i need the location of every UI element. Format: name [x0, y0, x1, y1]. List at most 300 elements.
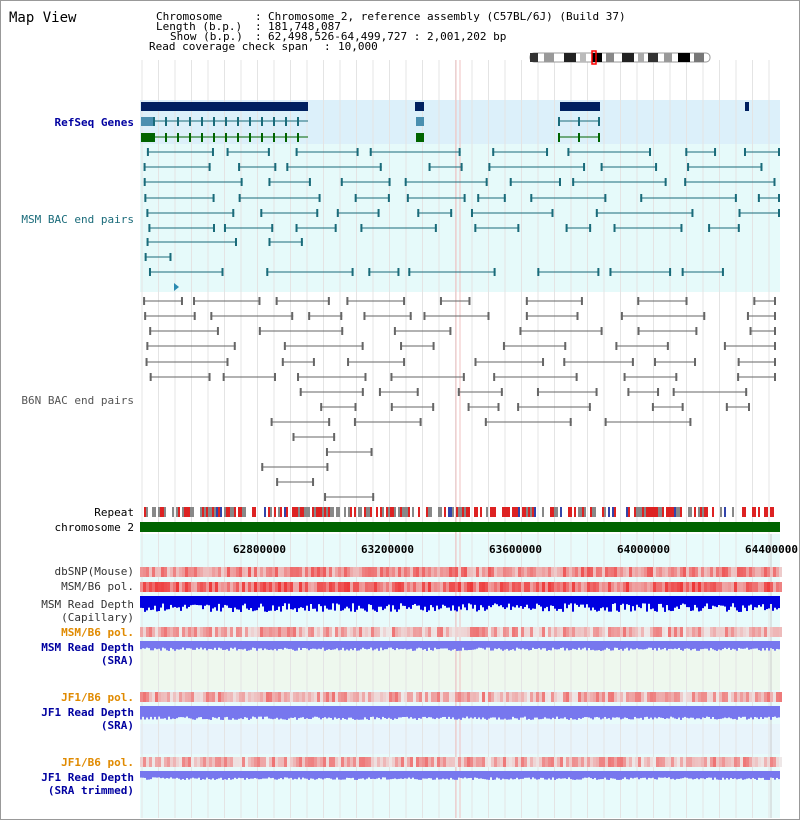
heat-cell	[410, 627, 413, 637]
depth-bar	[184, 641, 186, 650]
depth-bar	[346, 641, 348, 649]
depth-bar	[596, 641, 598, 650]
heat-cell	[182, 627, 185, 637]
depth-bar	[188, 771, 190, 780]
depth-bar	[668, 596, 670, 610]
depth-bar	[696, 771, 698, 778]
heat-cell	[404, 582, 407, 592]
depth-bar	[484, 596, 486, 611]
bac-end-marker	[632, 358, 634, 366]
bac-end-marker	[363, 312, 365, 320]
depth-bar	[468, 641, 470, 650]
depth-bar	[738, 641, 740, 648]
depth-bar	[206, 771, 208, 778]
heat-cell	[305, 567, 308, 577]
bac-end-marker	[615, 342, 617, 350]
chromosome-track	[140, 522, 780, 532]
depth-bar	[200, 771, 202, 780]
depth-bar	[440, 641, 442, 648]
depth-bar	[736, 596, 738, 610]
depth-bar	[180, 706, 182, 717]
heat-cell	[410, 567, 413, 577]
depth-bar	[590, 771, 592, 778]
heat-cell	[452, 567, 455, 577]
depth-bar	[376, 771, 378, 779]
repeat-feature	[524, 507, 526, 517]
bac-end-marker	[241, 178, 243, 186]
depth-bar	[578, 596, 580, 607]
depth-bar	[288, 596, 290, 604]
heat-cell	[326, 582, 329, 592]
repeat-feature	[458, 507, 460, 517]
heat-cell	[167, 627, 170, 637]
heat-cell	[659, 692, 662, 702]
depth-bar	[714, 771, 716, 778]
depth-bar	[256, 706, 258, 719]
depth-bar	[420, 596, 422, 610]
bac-end-marker	[640, 194, 642, 202]
depth-bar	[502, 771, 504, 779]
heat-cell	[590, 627, 593, 637]
bac-end-marker	[337, 209, 339, 217]
heat-cell	[674, 757, 677, 767]
depth-bar	[268, 706, 270, 718]
heat-cell	[644, 567, 647, 577]
depth-bar	[474, 641, 476, 649]
heat-cell	[383, 692, 386, 702]
heat-cell	[263, 757, 266, 767]
depth-bar	[724, 706, 726, 718]
depth-bar	[178, 641, 180, 650]
depth-bar	[270, 771, 272, 778]
bac-end-marker	[774, 373, 776, 381]
heat-cell	[740, 757, 743, 767]
heat-cell	[485, 582, 488, 592]
depth-bar	[274, 771, 276, 779]
bac-end-marker	[210, 312, 212, 320]
repeat-feature	[580, 507, 582, 517]
depth-bar	[504, 641, 506, 650]
depth-bar	[360, 771, 362, 779]
depth-bar	[308, 596, 310, 611]
heat-cell	[590, 582, 593, 592]
heat-cell	[347, 627, 350, 637]
depth-bar	[564, 771, 566, 778]
bac-end-marker	[744, 148, 746, 156]
heat-cell	[476, 757, 479, 767]
heat-cell	[716, 757, 719, 767]
heat-cell	[665, 692, 668, 702]
depth-bar	[308, 706, 310, 719]
depth-bar	[522, 706, 524, 718]
heat-cell	[620, 757, 623, 767]
depth-bar	[508, 641, 510, 651]
heat-cell	[542, 627, 545, 637]
repeat-feature	[300, 507, 302, 517]
repeat-feature	[244, 507, 246, 517]
depth-bar	[462, 771, 464, 778]
heat-cell	[464, 757, 467, 767]
heat-cell	[296, 757, 299, 767]
depth-bar	[598, 596, 600, 611]
repeat-feature	[578, 507, 580, 517]
depth-bar	[568, 706, 570, 720]
heat-cell	[149, 627, 152, 637]
depth-bar	[724, 641, 726, 648]
heat-cell	[230, 567, 233, 577]
depth-bar	[768, 771, 770, 780]
heat-cell	[329, 692, 332, 702]
depth-bar	[464, 706, 466, 718]
depth-bar	[642, 596, 644, 603]
repeat-feature	[154, 507, 156, 517]
heat-cell	[704, 567, 707, 577]
depth-bar	[586, 596, 588, 604]
repeat-feature	[530, 507, 532, 517]
repeat-feature	[388, 507, 390, 517]
bac-end-marker	[778, 148, 780, 156]
depth-bar	[364, 771, 366, 780]
bac-end-marker	[360, 224, 362, 232]
depth-bar	[416, 771, 418, 779]
bac-end-marker	[391, 403, 393, 411]
heat-cell	[653, 692, 656, 702]
heat-cell	[560, 627, 563, 637]
depth-bar	[468, 596, 470, 603]
heat-cell	[554, 567, 557, 577]
gene-exon	[285, 117, 287, 126]
heat-cell	[749, 582, 752, 592]
depth-bar	[716, 706, 718, 719]
heat-cell	[377, 692, 380, 702]
heat-cell	[440, 567, 443, 577]
repeat-feature	[176, 507, 178, 517]
heat-cell	[416, 627, 419, 637]
depth-bar	[726, 771, 728, 778]
depth-bar	[236, 641, 238, 650]
heat-cell	[704, 627, 707, 637]
heat-cell	[452, 757, 455, 767]
heat-cell	[371, 567, 374, 577]
heat-cell	[413, 567, 416, 577]
heat-cell	[455, 567, 458, 577]
depth-bar	[684, 596, 686, 604]
depth-bar	[766, 771, 768, 780]
depth-bar	[608, 641, 610, 649]
heat-cell	[560, 757, 563, 767]
depth-bar	[496, 641, 498, 649]
label-jf1-b6-pol-1: JF1/B6 pol.	[61, 691, 134, 704]
heat-cell	[635, 582, 638, 592]
depth-bar	[388, 771, 390, 779]
depth-bar	[734, 641, 736, 649]
heat-cell	[269, 567, 272, 577]
heat-cell	[206, 692, 209, 702]
repeat-feature	[296, 507, 298, 517]
heat-cell	[440, 757, 443, 767]
heat-cell	[671, 567, 674, 577]
heat-cell	[515, 567, 518, 577]
info-colon-2: :	[255, 20, 262, 33]
heat-cell	[416, 567, 419, 577]
heat-cell	[197, 582, 200, 592]
depth-bar	[278, 771, 280, 779]
bac-end-marker	[747, 312, 749, 320]
heat-cell	[380, 757, 383, 767]
heat-cell	[671, 627, 674, 637]
depth-bar	[408, 596, 410, 607]
depth-bar	[472, 596, 474, 609]
depth-bar	[746, 706, 748, 720]
heat-cell	[428, 567, 431, 577]
gene-block	[415, 102, 424, 111]
bac-end-marker	[432, 403, 434, 411]
heat-cell	[623, 692, 626, 702]
depth-bar	[266, 706, 268, 717]
depth-bar	[614, 641, 616, 648]
depth-bar	[678, 596, 680, 609]
heat-cell	[683, 627, 686, 637]
repeat-feature	[390, 507, 392, 517]
heat-cell	[689, 757, 692, 767]
bac-end-marker	[614, 224, 616, 232]
heat-cell	[197, 627, 200, 637]
depth-bar	[658, 771, 660, 777]
repeat-feature	[654, 507, 656, 517]
depth-bar	[312, 706, 314, 718]
heat-cell	[614, 582, 617, 592]
heat-cell	[218, 567, 221, 577]
depth-bar	[622, 771, 624, 779]
depth-bar	[566, 596, 568, 608]
depth-bar	[276, 596, 278, 610]
heat-cell	[632, 692, 635, 702]
heat-cell	[755, 567, 758, 577]
repeat-feature	[152, 507, 154, 517]
depth-bar	[600, 641, 602, 651]
heat-cell	[704, 692, 707, 702]
repeat-feature	[660, 507, 662, 517]
heat-cell	[734, 692, 737, 702]
heat-cell	[452, 627, 455, 637]
bac-end-marker	[576, 312, 578, 320]
heat-cell	[296, 692, 299, 702]
depth-bar	[218, 641, 220, 648]
depth-bar	[576, 771, 578, 779]
repeat-feature	[480, 507, 482, 517]
axis-tick-label: 63200000	[361, 543, 414, 556]
depth-bar	[616, 706, 618, 717]
depth-bar	[758, 641, 760, 650]
depth-bar	[716, 596, 718, 607]
repeat-feature	[394, 507, 396, 517]
heat-cell	[218, 692, 221, 702]
depth-bar	[432, 641, 434, 651]
heat-cell	[329, 567, 332, 577]
depth-bar	[368, 706, 370, 720]
depth-bar	[286, 771, 288, 778]
heat-cell	[482, 692, 485, 702]
depth-bar	[276, 641, 278, 651]
depth-bar	[260, 596, 262, 604]
heat-cell	[701, 627, 704, 637]
heat-cell	[722, 582, 725, 592]
info-chromosome-value: Chromosome 2, reference assembly (C57BL/6J) (Build 37)	[268, 10, 626, 23]
heat-cell	[461, 582, 464, 592]
heat-cell	[596, 567, 599, 577]
heat-cell	[473, 567, 476, 577]
heat-cell	[167, 757, 170, 767]
bac-end-marker	[686, 297, 688, 305]
depth-bar	[678, 706, 680, 718]
depth-bar	[222, 706, 224, 720]
heat-cell	[290, 567, 293, 577]
depth-bar	[244, 706, 246, 717]
depth-bar	[264, 771, 266, 779]
depth-bar	[354, 596, 356, 612]
depth-bar	[564, 706, 566, 717]
repeat-feature	[582, 507, 584, 517]
bac-end-marker	[773, 178, 775, 186]
bac-end-marker	[477, 194, 479, 202]
heat-cell	[425, 567, 428, 577]
heat-cell	[518, 627, 521, 637]
label-msm-read-depth-cap-2: (Capillary)	[61, 611, 134, 624]
depth-bar	[178, 706, 180, 717]
depth-bar	[772, 596, 774, 611]
depth-bar	[238, 596, 240, 610]
depth-bar	[300, 596, 302, 607]
bac-end-marker	[239, 194, 241, 202]
depth-bar	[516, 706, 518, 718]
depth-bar	[258, 641, 260, 649]
depth-bar	[606, 641, 608, 648]
heat-cell	[563, 582, 566, 592]
heat-cell	[209, 582, 212, 592]
depth-bar	[454, 771, 456, 780]
heat-cell	[215, 757, 218, 767]
depth-bar	[330, 596, 332, 610]
depth-bar	[164, 771, 166, 779]
heat-cell	[518, 567, 521, 577]
bac-end-marker	[566, 224, 568, 232]
depth-bar	[664, 596, 666, 612]
repeat-feature	[438, 507, 440, 517]
depth-bar	[538, 596, 540, 605]
depth-bar	[632, 641, 634, 649]
heat-cell	[713, 627, 716, 637]
heat-cell	[752, 582, 755, 592]
heat-cell	[299, 567, 302, 577]
heat-cell	[179, 627, 182, 637]
depth-bar	[580, 706, 582, 719]
heat-cell	[740, 692, 743, 702]
depth-bar	[408, 771, 410, 778]
bac-end-marker	[517, 403, 519, 411]
bac-end-marker	[354, 418, 356, 426]
bac-end-marker	[498, 403, 500, 411]
bac-end-marker	[146, 209, 148, 217]
bac-end-marker	[271, 224, 273, 232]
heat-cell	[287, 582, 290, 592]
depth-bar	[586, 771, 588, 778]
heat-cell	[332, 627, 335, 637]
depth-bar	[582, 596, 584, 605]
depth-bar	[142, 641, 144, 648]
heat-cell	[563, 627, 566, 637]
depth-bar	[412, 706, 414, 719]
heat-cell	[146, 567, 149, 577]
depth-bar	[770, 771, 772, 778]
depth-bar	[724, 771, 726, 780]
heat-cell	[650, 692, 653, 702]
heat-cell	[503, 627, 506, 637]
bac-end-marker	[542, 358, 544, 366]
bac-end-marker	[774, 342, 776, 350]
depth-bar	[438, 706, 440, 719]
heat-cell	[650, 567, 653, 577]
heat-cell	[269, 627, 272, 637]
repeat-feature	[636, 507, 638, 517]
heat-cell	[341, 582, 344, 592]
heat-cell	[374, 627, 377, 637]
repeat-feature	[450, 507, 452, 517]
depth-bar	[472, 706, 474, 719]
depth-bar	[152, 596, 154, 610]
depth-bar	[614, 596, 616, 603]
depth-bar	[354, 641, 356, 648]
depth-bar	[578, 641, 580, 648]
heat-cell	[464, 567, 467, 577]
depth-bar	[282, 706, 284, 719]
depth-bar	[542, 706, 544, 719]
depth-bar	[224, 771, 226, 779]
heat-cell	[506, 692, 509, 702]
depth-bar	[618, 641, 620, 650]
repeat-feature	[406, 507, 408, 517]
heat-cell	[596, 627, 599, 637]
depth-bar	[602, 641, 604, 650]
depth-bar	[408, 641, 410, 649]
repeat-feature	[554, 507, 556, 517]
heat-cell	[227, 567, 230, 577]
depth-bar	[498, 706, 500, 717]
depth-bar	[750, 706, 752, 717]
bac-end-marker	[570, 418, 572, 426]
heat-cell	[713, 582, 716, 592]
depth-bar	[502, 706, 504, 719]
depth-bar	[168, 706, 170, 717]
heat-cell	[140, 567, 143, 577]
heat-cell	[653, 757, 656, 767]
heat-cell	[329, 757, 332, 767]
depth-bar	[326, 641, 328, 650]
repeat-feature	[672, 507, 674, 517]
heat-cell	[446, 567, 449, 577]
heat-cell	[176, 692, 179, 702]
depth-bar	[568, 596, 570, 605]
repeat-feature	[490, 507, 492, 517]
depth-bar	[534, 596, 536, 609]
heat-cell	[251, 692, 254, 702]
heat-cell	[311, 627, 314, 637]
heat-cell	[521, 757, 524, 767]
bac-end-marker	[276, 297, 278, 305]
heat-cell	[683, 757, 686, 767]
depth-bar	[504, 706, 506, 719]
heat-cell	[689, 692, 692, 702]
depth-bar	[694, 771, 696, 779]
